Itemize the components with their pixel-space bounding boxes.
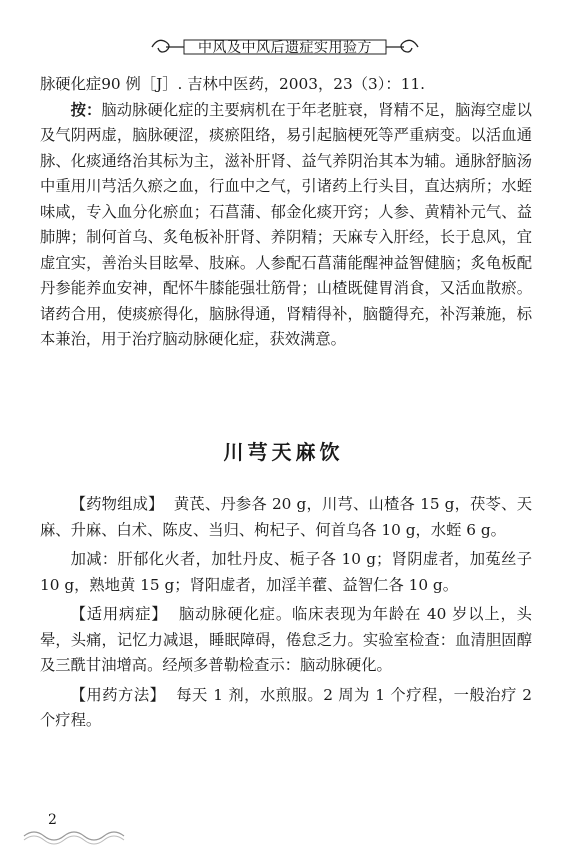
header-title: 中风及中风后遗症实用验方 — [198, 40, 372, 56]
usage-paragraph — [40, 683, 532, 734]
modification-paragraph: 加减：肝郁化火者，加牡丹皮、栀子各 10 g；肾阴虚者，加菟丝子 10 g，熟地黄 15 g；肾阳虚者，加淫羊藿、益智仁各 10 g。 — [40, 550, 532, 594]
note-lead: 按： — [70, 100, 102, 119]
note-paragraph — [40, 98, 532, 353]
indication-paragraph — [40, 602, 532, 679]
note-section — [40, 72, 532, 353]
indication-label: 【适用病症】 — [70, 605, 168, 623]
page-number: 2 — [48, 812, 57, 828]
indication-text: 脑动脉硬化症。临床表现为年龄在 40 岁以上，头晕，头痛，记忆力减退，睡眠障碍，倦怠乏力。实验室检查：血清胆固醇及三酰甘油增高。经颅多普勒检查示：脑动脉硬化。 — [40, 605, 532, 674]
usage-text: 每天 1 剂，水煎服。2 周为 1 个疗程，一般治疗 2 个疗程。 — [40, 685, 532, 729]
composition-label: 【药物组成】 — [70, 495, 164, 513]
footer-wave-icon — [22, 826, 142, 846]
citation-line: 脉硬化症90 例［J］. 吉林中医药，2003，23（3）：11. — [40, 75, 426, 93]
section-title: 川芎天麻饮 — [223, 440, 344, 464]
usage-label: 【用药方法】 — [70, 685, 166, 704]
note-text: 脑动脉硬化症的主要病机在于年老脏衰，肾精不足，脑海空虚以及气阴两虚，脑脉硬涩，痰瘀阻络，易引起脑梗死等严重病变。以活血通脉、化痰通络治其标为主，滋补肝肾、益气养阴治其本为辅。通脉舒脑汤中重用川芎活久瘀之血，行血中之气，引诸药上行头目，直达病所；水蛭味咸，专入血分化瘀血；石菖蒲、郁金化痰开窍；人参、黄精补元气、益肺脾；制何首乌、炙龟板补肝肾、养阴精；天麻专入肝经，长于息风，宜虚宜实，善治头目眩晕、肢麻。人参配石菖蒲能醒神益智健脑；炙龟板配丹参能养血安神，配怀牛膝能强壮筋骨；山楂既健胃消食，又活血散瘀。诸药合用，使痰瘀得化，脑脉得通，肾精得补，脑髓得充，补泻兼施，标本兼治，用于治疗脑动脉硬化症，获效满意。 — [40, 100, 532, 348]
running-header — [150, 34, 420, 60]
composition-paragraph — [40, 492, 532, 543]
formula-details — [40, 492, 532, 738]
composition-text: 黄芪、丹参各 20 g，川芎、山楂各 15 g，茯苓、天麻、升麻、白术、陈皮、当归、枸杞子、何首乌各 10 g，水蛭 6 g。 — [40, 495, 532, 539]
